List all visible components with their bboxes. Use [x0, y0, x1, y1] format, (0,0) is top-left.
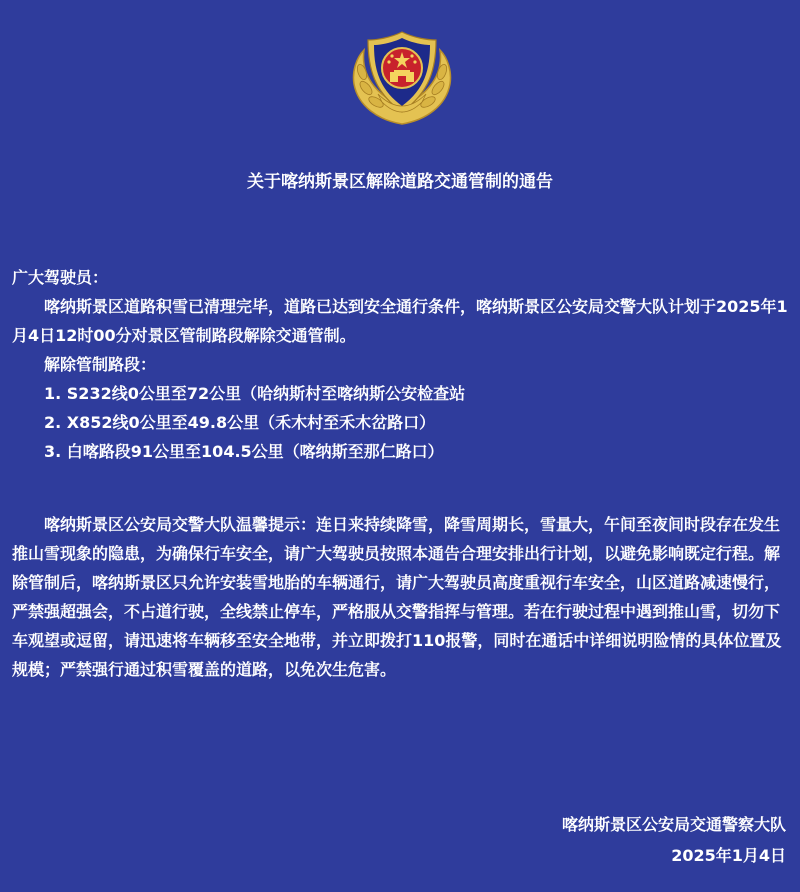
route-item: 1. S232线0公里至72公里（哈纳斯村至喀纳斯公安检查站 — [44, 384, 466, 403]
paragraph-spacer — [12, 466, 792, 510]
issue-date: 2025年1月4日 — [671, 846, 786, 865]
signature-block — [562, 809, 786, 871]
notice-body — [12, 263, 792, 684]
route-item: 3. 白喀路段91公里至104.5公里（喀纳斯至那仁路口） — [44, 442, 444, 461]
salutation: 广大驾驶员： — [12, 268, 109, 287]
intro-paragraph: 喀纳斯景区道路积雪已清理完毕，道路已达到安全通行条件，喀纳斯景区公安局交警大队计划于2025年1月4日12时00分对景区管制路段解除交通管制。 — [12, 297, 788, 345]
police-emblem-icon — [348, 28, 456, 130]
tips-paragraph: 喀纳斯景区公安局交警大队温馨提示：连日来持续降雪，降雪周期长，雪量大，午间至夜间时段存在发生推山雪现象的隐患，为确保行车安全，请广大驾驶员按照本通告合理安排出行计划，以避免影响既定行程。解除管制后，喀纳斯景区只允许安装雪地胎的车辆通行，请广大驾驶员高度重视行车安全，山区道路减速慢行，严禁强超强会，不占道行驶，全线禁止停车，严格服从交警指挥与管理。若在行驶过程中遇到推山雪，切勿下车观望或逗留，请迅速将车辆移至安全地带，并立即拨打110报警，同时在通话中详细说明险情的具体位置及规模；严禁强行通过积雪覆盖的道路，以免次生危害。 — [12, 515, 782, 679]
notice-title: 关于喀纳斯景区解除道路交通管制的通告 — [247, 172, 553, 192]
route-item: 2. X852线0公里至49.8公里（禾木村至禾木岔路口） — [44, 413, 436, 432]
routes-heading: 解除管制路段： — [44, 355, 157, 374]
issuer-name: 喀纳斯景区公安局交通警察大队 — [561, 815, 786, 834]
